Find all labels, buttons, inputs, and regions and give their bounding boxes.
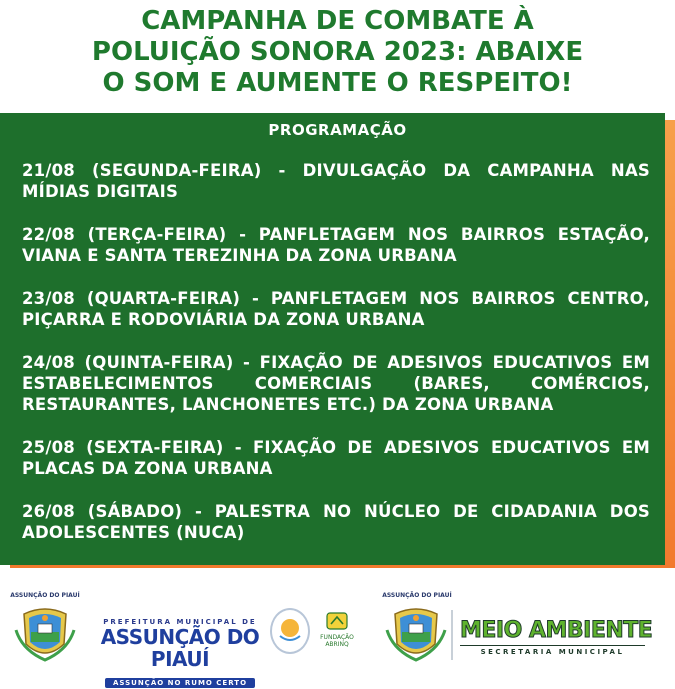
title-line-1: CAMPANHA DE COMBATE À (141, 6, 534, 36)
prefeitura-tagline: ASSUNÇÃO NO RUMO CERTO (105, 678, 255, 688)
logo-divider (451, 610, 453, 660)
crest-label-left: ASSUNÇÃO DO PIAUÍ (10, 592, 80, 599)
meio-ambiente-title: MEIO AMBIENTE (460, 618, 653, 643)
municipal-crest-icon-right (385, 600, 447, 664)
footer-logos (0, 590, 675, 687)
program-heading: PROGRAMAÇÃO (268, 121, 407, 139)
program-item-3: 23/08 (QUARTA-FEIRA) - PANFLETAGEM NOS BAIRROS CENTRO, PIÇARRA E RODOVIÁRIA DA ZONA URBANA (22, 289, 650, 329)
program-item-6: 26/08 (SÁBADO) - PALESTRA NO NÚCLEO DE CIDADANIA DOS ADOLESCENTES (NUCA) (22, 502, 650, 542)
campaign-title (0, 6, 675, 99)
title-line-2: POLUIÇÃO SONORA 2023: ABAIXE (91, 37, 584, 67)
secretaria-label: SECRETARIA MUNICIPAL (480, 648, 625, 656)
program-item-2: 22/08 (TERÇA-FEIRA) - PANFLETAGEM NOS BAIRROS ESTAÇÃO, VIANA E SANTA TEREZINHA DA ZONA URBANA (22, 225, 650, 265)
fundacao-label-1: FUNDAÇÃO (320, 634, 354, 641)
meio-ambiente-rule (460, 645, 645, 646)
crest-label-right: ASSUNÇÃO DO PIAUÍ (382, 592, 452, 599)
round-seal-icon (270, 608, 310, 654)
program-item-1: 21/08 (SEGUNDA-FEIRA) - DIVULGAÇÃO DA CAMPANHA NAS MÍDIAS DIGITAIS (22, 161, 650, 201)
title-line-3: O SOM E AUMENTE O RESPEITO! (102, 68, 573, 98)
prefeitura-logo (75, 618, 285, 689)
fundacao-label-2: ABRINQ (325, 641, 349, 648)
program-item-4: 24/08 (QUINTA-FEIRA) - FIXAÇÃO DE ADESIVOS EDUCATIVOS EM ESTABELECIMENTOS COMERCIAIS (BARES, COMÉRCIOS, RESTAURANTES, LANCHONETES ETC.) DA ZONA URBANA (22, 353, 650, 414)
municipal-crest-icon (14, 600, 76, 664)
program-list (22, 160, 650, 565)
prefeitura-name: ASSUNÇÃO DO PIAUÍ (100, 625, 260, 671)
program-item-5: 25/08 (SEXTA-FEIRA) - FIXAÇÃO DE ADESIVOS EDUCATIVOS EM PLACAS DA ZONA URBANA (22, 438, 650, 478)
fundacao-abrinq-logo (315, 612, 359, 646)
prefeitura-small-label: PREFEITURA MUNICIPAL DE (103, 618, 257, 626)
fundacao-abrinq-icon (326, 612, 348, 630)
